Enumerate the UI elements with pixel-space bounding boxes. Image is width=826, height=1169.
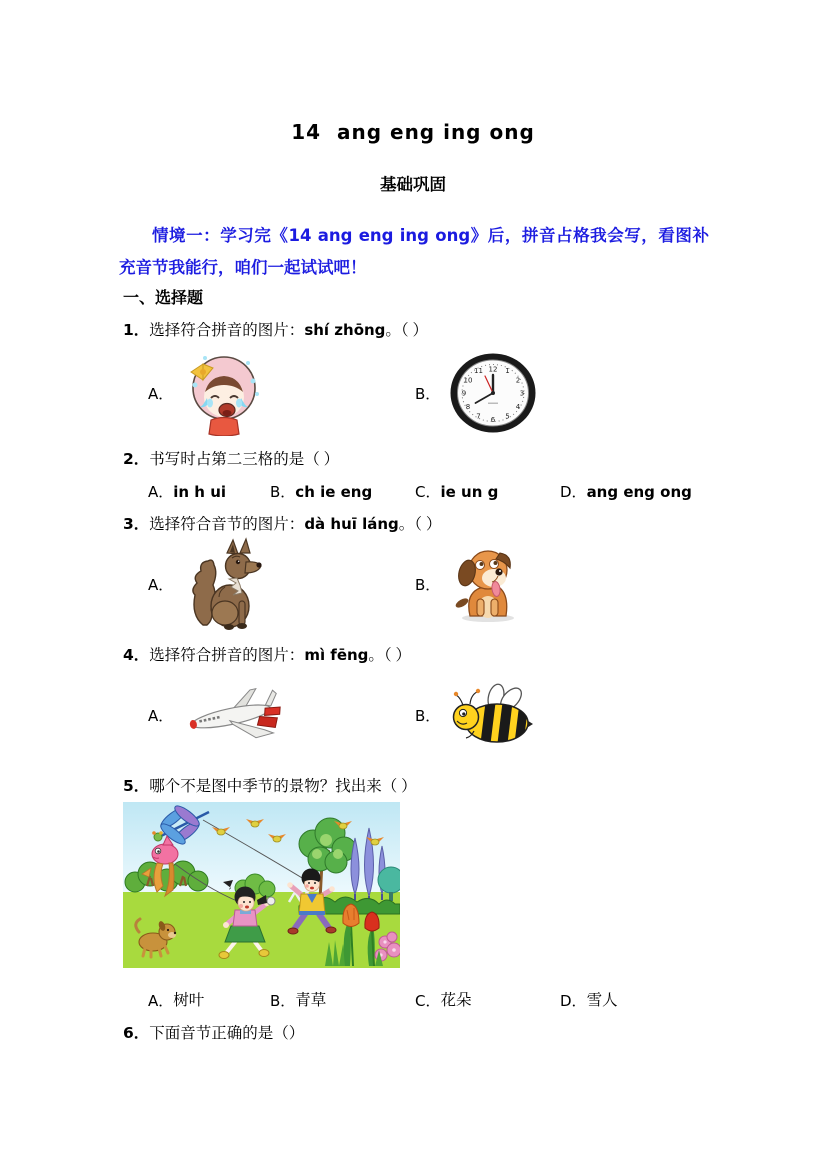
option-c: C． 花朵 xyxy=(415,992,472,1010)
question-4-options xyxy=(123,680,703,751)
question-3-number: 3． xyxy=(123,515,150,533)
option-b xyxy=(415,683,533,749)
question-6-text: 下面音节正确的是（） xyxy=(149,1025,305,1042)
part1-heading: 一、选择题 xyxy=(123,288,204,307)
puppy-dog-illustration xyxy=(450,546,522,623)
question-5-options xyxy=(123,989,703,1013)
question-4-blank: 。（ ） xyxy=(368,647,412,664)
question-1-options xyxy=(123,349,703,437)
question-4-text: 选择符合拼音的图片： xyxy=(149,647,305,664)
option-a: A． in h ui xyxy=(148,483,227,501)
page-title: 14 ang eng ing ong xyxy=(291,120,535,144)
option-c: C． ie un g xyxy=(415,483,499,501)
option-a: A． 树叶 xyxy=(148,992,205,1010)
svg-text:10: 10 xyxy=(463,376,473,385)
question-4 xyxy=(123,644,703,667)
svg-text:11: 11 xyxy=(474,367,484,375)
option-a xyxy=(148,684,415,747)
question-2 xyxy=(123,448,703,471)
question-6-number: 6． xyxy=(123,1024,150,1042)
question-2-options xyxy=(123,480,703,504)
question-1-number: 1． xyxy=(123,321,150,339)
option-b xyxy=(415,546,522,623)
question-1-pinyin: shí zhōng xyxy=(304,321,386,339)
question-5-number: 5． xyxy=(123,777,150,795)
worksheet-page xyxy=(119,0,709,1045)
option-b-label: B． xyxy=(415,575,441,594)
section-heading: 基础巩固 xyxy=(380,175,446,194)
svg-text:3: 3 xyxy=(520,389,525,398)
clock-illustration xyxy=(450,353,536,433)
svg-text:6: 6 xyxy=(491,416,496,424)
option-a xyxy=(148,350,415,436)
question-2-number: 2． xyxy=(123,450,150,468)
question-1-text: 选择符合拼音的图片： xyxy=(149,322,305,339)
svg-text:12: 12 xyxy=(488,365,498,374)
svg-text:7: 7 xyxy=(476,412,482,421)
option-b: B． 青草 xyxy=(270,992,327,1010)
svg-text:4: 4 xyxy=(516,403,521,411)
svg-text:8: 8 xyxy=(466,403,471,411)
bee-illustration xyxy=(450,683,533,749)
question-3-text: 选择符合音节的图片： xyxy=(149,516,305,533)
spring-kite-flying-scene-illustration xyxy=(123,802,400,968)
question-3 xyxy=(123,513,703,536)
question-3-blank: 。（ ） xyxy=(398,516,442,533)
question-2-text: 书写时占第二三格的是（ ） xyxy=(149,451,340,468)
question-1 xyxy=(123,319,703,342)
option-a-label: A． xyxy=(148,384,174,403)
svg-text:5: 5 xyxy=(505,412,511,421)
wolf-illustration xyxy=(183,537,265,631)
option-b-label: B． xyxy=(415,384,441,403)
option-d: D． ang eng ong xyxy=(560,483,692,501)
svg-text:2: 2 xyxy=(516,376,521,385)
option-a-label: A． xyxy=(148,707,174,725)
airplane-illustration xyxy=(183,684,282,747)
question-4-number: 4． xyxy=(123,646,150,664)
option-a-label: A． xyxy=(148,575,174,594)
option-b xyxy=(415,353,536,433)
option-b: B． ch ie eng xyxy=(270,483,373,501)
intro-paragraph: 情境一：学习完《14 ang eng ing ong》后，拼音占格我会写，看图补充音节我能行，咱们一起试试吧！ xyxy=(119,226,709,277)
question-4-pinyin: mì fēng xyxy=(304,646,369,664)
svg-text:1: 1 xyxy=(505,367,511,375)
question-1-blank: 。（ ） xyxy=(385,322,429,339)
option-a xyxy=(148,537,415,631)
question-3-pinyin: dà huī láng xyxy=(304,515,399,533)
question-5-text: 哪个不是图中季节的景物？找出来（ ） xyxy=(149,778,417,795)
question-3-options xyxy=(123,537,703,631)
svg-text:9: 9 xyxy=(462,389,467,398)
option-d: D． 雪人 xyxy=(560,992,618,1010)
option-b-label: B． xyxy=(415,707,441,725)
question-5 xyxy=(123,775,703,798)
crying-girl-illustration xyxy=(183,350,263,436)
question-6 xyxy=(123,1022,703,1045)
